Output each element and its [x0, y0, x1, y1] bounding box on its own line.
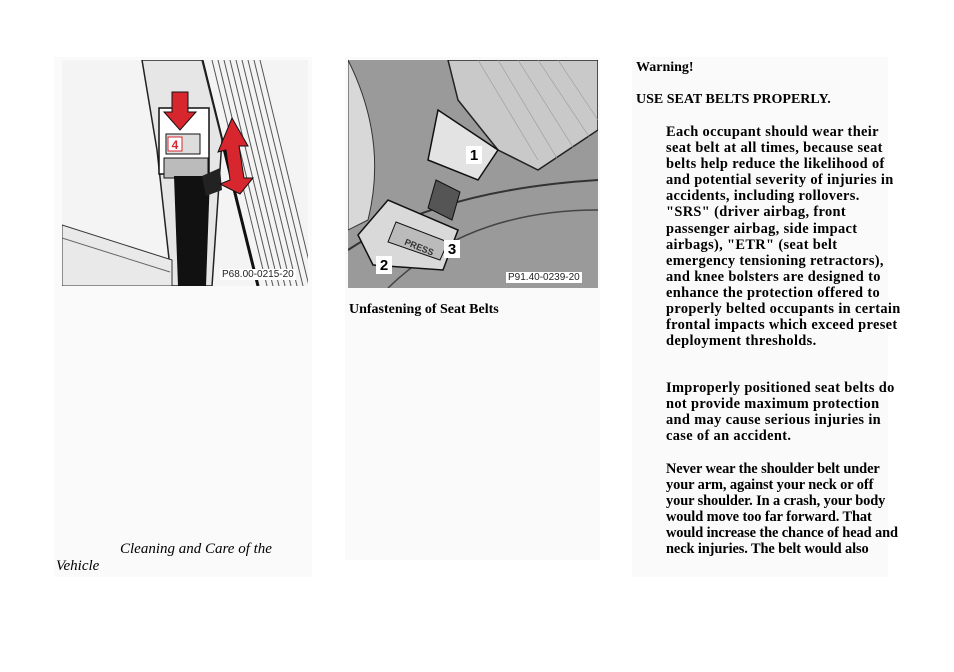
callout-1-label: 1	[469, 147, 479, 164]
warning-paragraph: Improperly positioned seat belts do not provide maximum protection and may cause serious injuries in case of an accident.	[666, 380, 895, 445]
caption-line-1: Cleaning and Care of the	[120, 541, 272, 557]
section-link-cleaning-and-care[interactable]	[56, 541, 306, 575]
seat-belt-buckle-illustration	[348, 60, 598, 288]
warning-paragraph: Each occupant should wear their seat belt at all times, because seat belts help reduce the likelihood of and potential severity of injuries in accidents, including rollovers. "SRS" (driver airbag, front passenger airbag, side impact airbags), "ETR" (seat belt emergency tensioning retractors), and knee bolsters are designed to enhance the protection offered to properly belted occupants in certain frontal impacts which exceed preset deployment thresholds.	[666, 124, 901, 350]
figure-code: P68.00-0215-20	[222, 269, 294, 280]
caption-line-2: Vehicle	[56, 558, 100, 574]
belt-height-adjuster-illustration	[62, 60, 308, 286]
callout-4-label: 4	[171, 138, 179, 152]
warning-paragraph: Never wear the shoulder belt under your arm, against your neck or off your shoulder. In a crash, your body would move too far forward. That would increase the chance of head and neck injuries. The belt would also	[666, 461, 898, 558]
figure-code: P91.40-0239-20	[508, 272, 580, 283]
callout-3-label: 3	[447, 241, 457, 258]
figure-caption: Unfastening of Seat Belts	[349, 302, 499, 317]
buckle-press-text: PRESS	[403, 236, 436, 258]
warning-heading: USE SEAT BELTS PROPERLY.	[636, 92, 831, 107]
warning-title: Warning!	[636, 60, 694, 75]
callout-2-label: 2	[379, 257, 389, 274]
